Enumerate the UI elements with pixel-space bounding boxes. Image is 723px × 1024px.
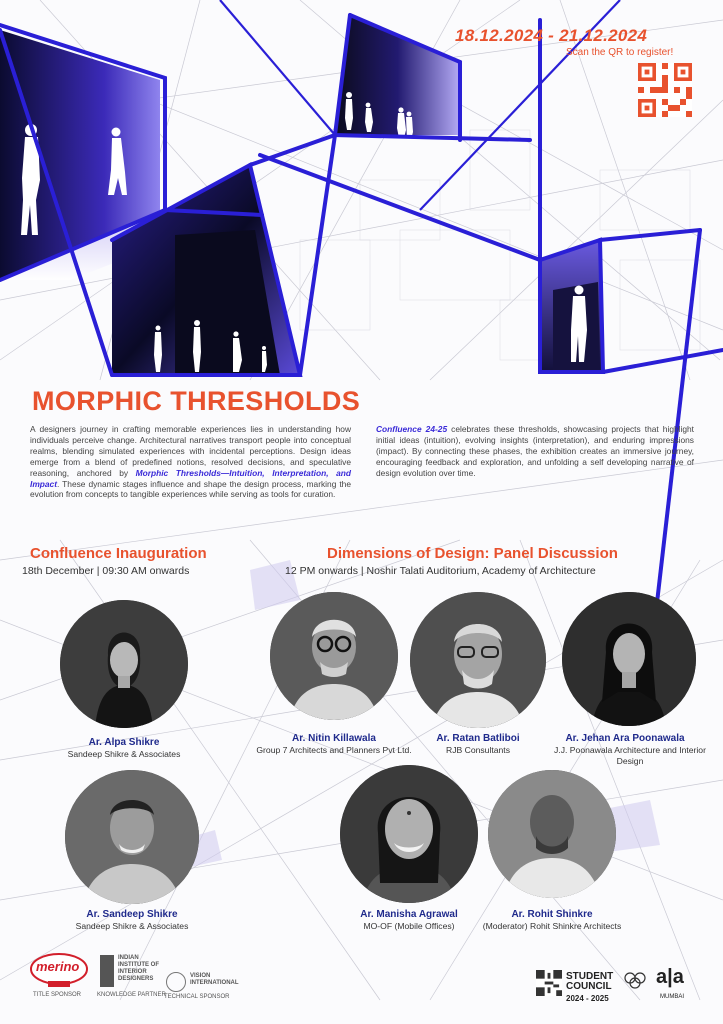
avatar-icon — [562, 592, 696, 726]
confluence-emphasis: Confluence 24-25 — [376, 424, 448, 434]
avatar-icon — [60, 600, 188, 728]
student-council-label: STUDENT COUNCIL — [566, 971, 614, 992]
panel-time: 12 PM onwards | Noshir Talati Auditorium, Academy of Architecture — [285, 565, 596, 577]
intro-paragraph-2 — [376, 424, 694, 479]
avatar-icon — [488, 770, 616, 898]
intro-emphasis: Morphic Thresholds—Intuition, Interpretation, and Impact — [30, 467, 351, 489]
speaker-name: Ar. Alpa Shikre — [88, 737, 160, 748]
avatar-icon — [410, 592, 546, 728]
registration-qr-icon[interactable] — [638, 63, 692, 117]
vision-name: VISION INTERNATIONAL — [190, 973, 239, 986]
speaker-photo-ratan-batliboi — [410, 592, 546, 728]
student-council-years: 2024 - 2025 — [566, 994, 609, 1003]
event-dates: 18.12.2024 - 21.12.2024 — [455, 26, 648, 45]
scan-qr-text: Scan the QR to register! — [566, 47, 674, 58]
iiid-logo-icon — [100, 955, 114, 987]
merino-role: TITLE SPONSOR — [33, 992, 82, 998]
vision-role: TECHNICAL SPONSOR — [164, 994, 230, 1000]
panel-title: Dimensions of Design: Panel Discussion — [327, 545, 618, 562]
intro-text-start: A designers journey in crafting memorable experiences lies in understanding how individuals perceive change. Architectural narratives transport people into conceptual realms, blending simulated experiences with incidental perceptions. Design ideas emerge from a blend of predefined notions, resolved decisions, and speculative reasoning, anchored by — [30, 424, 351, 478]
inauguration-title: Confluence Inauguration — [30, 545, 207, 562]
speaker-affiliation: MO-OF (Mobile Offices) — [363, 921, 455, 931]
speaker-name: Ar. Ratan Batliboi — [436, 733, 520, 744]
council-tree-icon — [622, 970, 648, 992]
speaker-name: Ar. Jehan Ara Poonawala — [565, 733, 685, 744]
merino-logo — [30, 953, 88, 989]
iiid-name: INDIAN INSTITUTE OF INTERIOR DESIGNERS — [118, 955, 159, 982]
vision-logo-icon — [166, 972, 186, 992]
intro-paragraph-1 — [30, 424, 351, 500]
intro-text-end: . These dynamic stages influence and shape the design process, marking the evolution from concepts to tangible experiences while serving as tools for curation. — [30, 478, 351, 500]
merino-wordmark: merino — [36, 959, 80, 974]
speaker-photo-jehan-ara-poonawala — [562, 592, 696, 726]
speaker-affiliation: (Moderator) Rohit Shinkre Architects — [482, 921, 622, 931]
avatar-icon — [65, 770, 199, 904]
speaker-affiliation: Sandeep Shikre & Associates — [75, 921, 189, 931]
avatar-icon — [340, 765, 478, 903]
speaker-photo-rohit-shinkre — [488, 770, 616, 898]
speaker-photo-nitin-killawala — [270, 592, 398, 720]
speaker-photo-sandeep-shikre — [65, 770, 199, 904]
speaker-affiliation: RJB Consultants — [445, 745, 510, 755]
avatar-icon — [270, 592, 398, 720]
aa-city: MUMBAI — [660, 994, 684, 1000]
speaker-name: Ar. Rohit Shinkre — [511, 909, 593, 920]
aa-mark: a|a — [656, 966, 684, 988]
iiid-role: KNOWLEDGE PARTNER — [97, 992, 166, 998]
council-qr-icon[interactable] — [536, 970, 562, 996]
speaker-name: Ar. Nitin Killawala — [292, 733, 376, 744]
speaker-affiliation: J.J. Poonawala Architecture and Interior Design — [554, 745, 706, 766]
speaker-name: Ar. Sandeep Shikre — [86, 909, 178, 920]
page-title: MORPHIC THRESHOLDS — [32, 386, 361, 416]
speaker-photo-alpa-shikre — [60, 600, 188, 728]
speaker-affiliation: Group 7 Architects and Planners Pvt Ltd. — [256, 745, 412, 755]
inauguration-time: 18th December | 09:30 AM onwards — [22, 565, 190, 577]
speaker-name: Ar. Manisha Agrawal — [360, 909, 458, 920]
speaker-photo-manisha-agrawal — [340, 765, 478, 903]
speaker-affiliation: Sandeep Shikre & Associates — [67, 749, 181, 759]
intro-text-2: celebrates these thresholds, showcasing projects that highlight initial ideas (intuition), evolving insights (interpretation), and enduring impressions (impact). By connecting these phases, the exhibition creates an immersive journey, encouraging feedback and exploration, and unfolding a self developing narrative of design evolution over time. — [376, 424, 694, 478]
